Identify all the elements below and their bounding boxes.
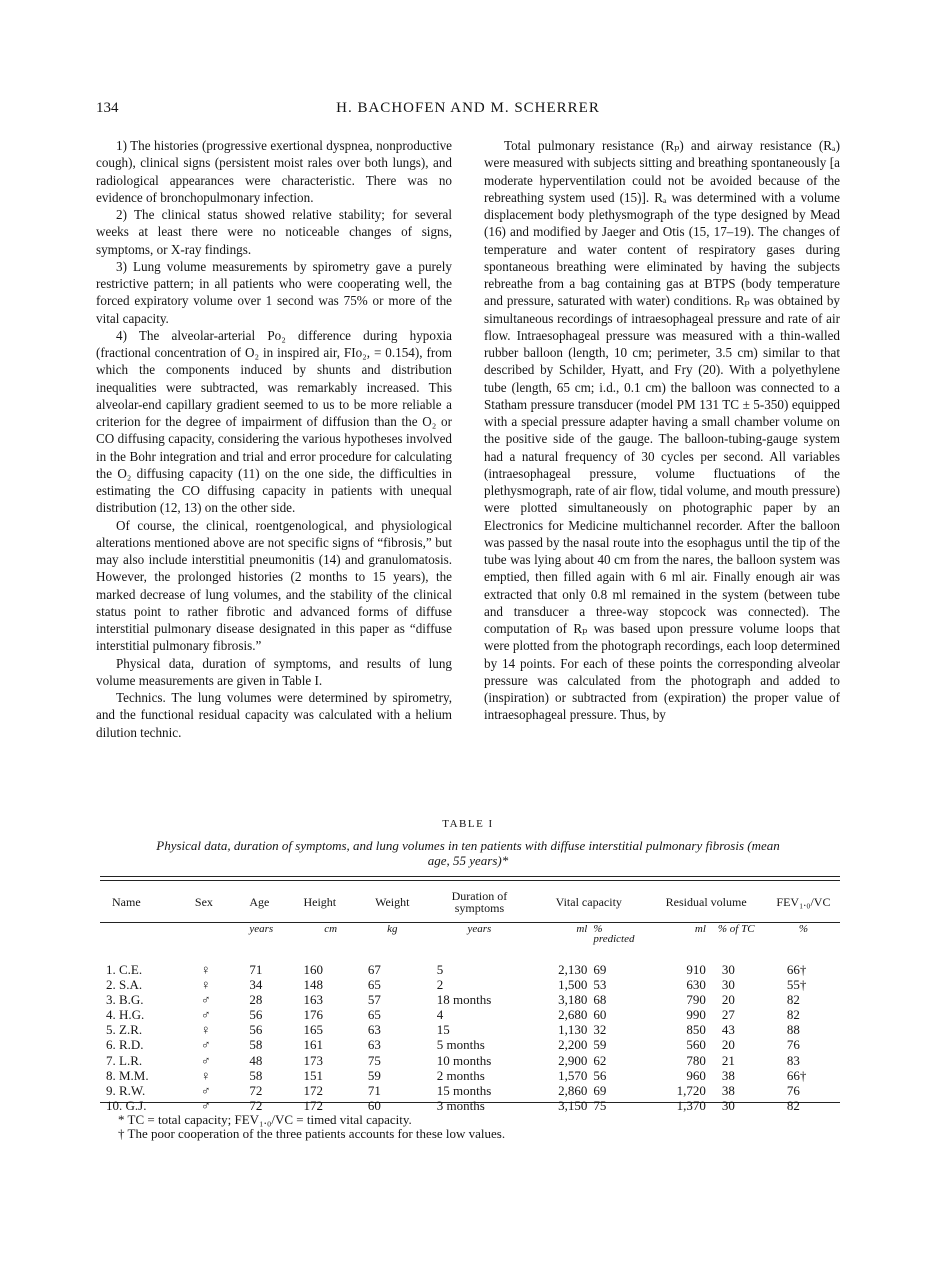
cell-rv: 630 [686,977,706,993]
cell-duration: 4 [436,1007,444,1023]
table-units-row [100,920,840,962]
cell-vc-pct: 53 [593,977,607,993]
cell-height: 148 [303,977,323,993]
cell-weight: 65 [367,977,381,993]
cell-vc-pct: 32 [593,1022,607,1038]
table-caption: Physical data, duration of symptoms, and lung volumes in ten patients with diffuse interstitial pulmonary fibrosis (mean age, 55 years)* [156,838,780,868]
table-row [100,1098,840,1113]
table-row [100,1083,840,1098]
cell-duration: 2 months [436,1067,485,1083]
cell-vc: 3,150 [558,1097,588,1113]
paragraph: 3) Lung volume measurements by spirometry gave a purely restrictive pattern; in all patients who were cooperating well, the forced expiratory volume over 1 second was 75% or more of the vital capacity. [96,258,452,326]
unit-vc-ml: ml [576,923,588,935]
cell-rv: 850 [686,1022,706,1038]
unit-weight: kg [387,923,398,935]
cell-rv: 790 [686,992,706,1008]
cell-fev: 76 [786,1082,800,1098]
col-header-duration: Duration of symptoms [451,889,508,915]
table-row [100,1007,840,1022]
table-row [100,992,840,1007]
left-column [96,137,452,741]
page-header [96,100,840,120]
cell-sex: ♀ [200,977,211,993]
cell-vc-pct: 69 [593,1082,607,1098]
cell-name: 9. R.W. [106,1082,146,1098]
cell-vc: 2,900 [558,1052,588,1068]
cell-fev: 83 [786,1052,800,1068]
cell-age: 72 [249,1097,263,1113]
cell-age: 34 [249,977,263,993]
cell-name: 8. M.M. [106,1067,149,1083]
unit-rv-ml: ml [694,923,706,935]
col-header-fev: FEV₁.₀/VC [776,895,831,909]
cell-fev: 55† [786,977,807,993]
cell-weight: 65 [367,1007,381,1023]
cell-vc-pct: 69 [593,962,607,977]
unit-duration: years [467,923,492,935]
table-rule-top-inner [100,880,840,881]
unit-height: cm [324,923,338,935]
cell-fev: 76 [786,1037,800,1053]
cell-vc: 1,570 [558,1067,588,1083]
unit-vc-pct: % predicted [593,923,635,945]
cell-duration: 3 months [436,1097,485,1113]
cell-weight: 71 [367,1082,381,1098]
cell-fev: 82 [786,1097,800,1113]
unit-rv-pct: % of TC [717,923,755,935]
col-header-age: Age [249,895,270,909]
cell-age: 58 [249,1067,263,1083]
cell-rv: 560 [686,1037,706,1053]
page-number: 134 [96,100,119,116]
col-header-weight: Weight [375,895,410,909]
cell-height: 151 [303,1067,323,1083]
cell-name: 1. C.E. [106,962,143,977]
cell-rv-pct: 38 [721,1067,735,1083]
cell-duration: 2 [436,977,444,993]
cell-rv-pct: 20 [721,992,735,1008]
table-row [100,962,840,977]
cell-vc: 1,500 [558,977,588,993]
cell-duration: 15 months [436,1082,492,1098]
cell-rv: 1,370 [676,1097,706,1113]
cell-rv: 780 [686,1052,706,1068]
cell-name: 6. R.D. [106,1037,144,1053]
unit-age: years [249,923,274,935]
cell-duration: 5 months [436,1037,485,1053]
cell-name: 4. H.G. [106,1007,145,1023]
cell-sex: ♂ [200,1007,211,1023]
cell-weight: 75 [367,1052,381,1068]
cell-sex: ♂ [200,1097,211,1113]
cell-fev: 82 [786,1007,800,1023]
cell-weight: 60 [367,1097,381,1113]
cell-height: 172 [303,1097,323,1113]
cell-height: 160 [303,962,323,977]
cell-height: 161 [303,1037,323,1053]
cell-vc: 2,680 [558,1007,588,1023]
paragraph: 4) The alveolar-arterial Po₂ difference during hypoxia (fractional concentration of O₂ in inspired air, FIo₂, = 0.154), from which the components induced by shunts and distribution inequalities were subtracted, was remarkably increased. This alveolar-end capillary gradient seemed to us to be more reliable a criterion for the degree of impairment of diffusion than the O₂ or CO diffusing capacity, considering the various hypotheses involved in the Bohr integration and trial and error procedure for calculating the O₂ diffusing capacity (11) on the one side, the difficulties in estimating the CO diffusing capacity in patients with unequal distribution (12, 13) on the other side. [96,327,452,516]
paragraph: 2) The clinical status showed relative stability; for several weeks at least there were no noticeable changes of signs, symptoms, or X-ray findings. [96,207,452,257]
paragraph: Technics. The lung volumes were determined by spirometry, and the functional residual capacity was calculated with a helium dilution technic. [96,690,452,740]
cell-name: 3. B.G. [106,992,144,1008]
cell-height: 176 [303,1007,323,1023]
table-rule-top [100,876,840,877]
cell-fev: 88 [786,1022,800,1038]
cell-height: 173 [303,1052,323,1068]
cell-age: 58 [249,1037,263,1053]
footnote: † The poor cooperation of the three patients accounts for these low values. [118,1126,506,1141]
cell-rv-pct: 21 [721,1052,735,1068]
cell-vc: 2,200 [558,1037,588,1053]
cell-vc-pct: 62 [593,1052,607,1068]
cell-vc-pct: 56 [593,1067,607,1083]
cell-sex: ♀ [200,1067,211,1083]
cell-sex: ♂ [200,992,211,1008]
cell-fev: 66† [786,1067,807,1083]
cell-rv-pct: 43 [721,1022,735,1038]
right-column [484,137,840,724]
table-row [100,1068,840,1083]
cell-rv: 990 [686,1007,706,1023]
cell-vc-pct: 60 [593,1007,607,1023]
cell-rv: 910 [686,962,706,977]
col-header-vital-capacity: Vital capacity [555,895,622,909]
cell-name: 7. L.R. [106,1052,143,1068]
paragraph: Physical data, duration of symptoms, and results of lung volume measurements are given in Table I. [96,655,452,688]
cell-age: 56 [249,1022,263,1038]
cell-rv-pct: 30 [721,977,735,993]
paragraph: Of course, the clinical, roentgenological, and physiological alterations mentioned above are not specific signs of “fibrosis,” but may also include interstitial pneumonitis (14) and granulomatosis. However, the prolonged histories (2 months to 15 years), the marked decrease of lung volumes, and the stability of the clinical status point to rather fibrotic and advanced forms of diffuse interstitial pulmonary disease designated in this paper as “diffuse interstitial pulmonary fibrosis.” [96,517,452,654]
running-head: H. BACHOFEN AND M. SCHERRER [336,100,600,116]
cell-vc: 1,130 [558,1022,588,1038]
cell-weight: 57 [367,992,381,1008]
cell-vc: 3,180 [558,992,588,1008]
table-row [100,1037,840,1052]
cell-duration: 10 months [436,1052,492,1068]
table-footnotes [118,1113,818,1141]
cell-rv: 1,720 [676,1082,706,1098]
col-header-residual-volume: Residual volume [665,895,747,909]
cell-rv: 960 [686,1067,706,1083]
cell-sex: ♂ [200,1082,211,1098]
cell-sex: ♂ [200,1037,211,1053]
cell-fev: 82 [786,992,800,1008]
cell-rv-pct: 27 [721,1007,735,1023]
cell-sex: ♀ [200,1022,211,1038]
table-row [100,1022,840,1037]
cell-weight: 63 [367,1037,381,1053]
cell-duration: 15 [436,1022,450,1038]
cell-name: 10. G.J. [106,1097,147,1113]
footnote: * TC = total capacity; FEV₁.₀/VC = timed vital capacity. [118,1112,412,1127]
cell-vc: 2,130 [558,962,588,977]
cell-vc: 2,860 [558,1082,588,1098]
cell-rv-pct: 30 [721,962,735,977]
cell-age: 71 [249,962,263,977]
cell-weight: 59 [367,1067,381,1083]
cell-rv-pct: 30 [721,1097,735,1113]
cell-sex: ♀ [200,962,211,977]
cell-height: 172 [303,1082,323,1098]
data-table [100,884,840,1113]
table-title: TABLE I [442,818,494,830]
cell-weight: 67 [367,962,381,977]
paragraph: Total pulmonary resistance (Rₚ) and airway resistance (Rₐ) were measured with subjects sitting and breathing spontaneously [a moderate hyperventilation could not be avoided because of the rebreathing system used (15)]. Rₐ was determined with a volume displacement body plethysmograph of the type designed by Mead (16) and modified by Jaeger and Otis (15, 17–19). The changes of temperature and water content of respiratory gases during spontaneous breathing were eliminated by having the subjects rebreathe from a bag containing gas at BTPS (body temperature and pressure, saturated with water) conditions. Rₚ was obtained by simultaneous recordings of intraesophageal pressure and rate of air flow. Intraesophageal pressure was measured with a thin-walled rubber balloon (length, 10 cm; perimeter, 3.5 cm) similar to that described by Schilder, Hyatt, and Fry (20). With a polyethylene tube (length, 65 cm; i.d., 0.1 cm) the balloon was connected to a Statham pressure transducer (model PM 131 TC ± 5-350) equipped with a special pressure adapter having a small chamber volume on the positive side of the gauge. The balloon-tubing-gauge system had a natural frequency of 30 cycles per second. All variables (intraesophageal pressure, volume fluctuations of the plethysmograph, rate of air flow, tidal volume, and mouth pressure) were plotted simultaneously on photographic paper by an Electronics for Medicine multichannel recorder. After the balloon was passed by the nasal route into the esophagus until the tip of the tube was lying about 40 cm from the nares, the balloon system was emptied, then filled again with 6 ml air. Finally enough air was extracted that only 0.8 ml remained in the system (between tube and transducer a three-way stopcock was connected). The computation of Rₚ was based upon pressure volume loops that were plotted from the photograph recordings, each loop determined by 14 points. For each of these points the corresponding alveolar pressure was calculated from the photograph and added to (inspiration) or subtracted from (expiration) the proper value of intraesophageal pressure. Thus, by [484,138,840,723]
table-row [100,977,840,992]
cell-vc-pct: 68 [593,992,607,1008]
col-header-sex: Sex [194,895,213,909]
cell-duration: 18 months [436,992,492,1008]
cell-age: 72 [249,1082,263,1098]
col-header-name: Name [112,895,141,909]
cell-duration: 5 [436,962,444,977]
cell-height: 163 [303,992,323,1008]
cell-name: 2. S.A. [106,977,143,993]
paragraph: 1) The histories (progressive exertional dyspnea, nonproductive cough), clinical signs (persistent moist rales over both lungs), and radiological appearances were characteristic. There was no evidence of bronchopulmonary infection. [96,138,452,205]
cell-age: 28 [249,992,263,1008]
table-header-row [100,884,840,920]
cell-rv-pct: 38 [721,1082,735,1098]
cell-sex: ♂ [200,1052,211,1068]
cell-fev: 66† [786,962,807,977]
cell-vc-pct: 75 [593,1097,607,1113]
col-header-height: Height [303,895,337,909]
cell-age: 48 [249,1052,263,1068]
cell-age: 56 [249,1007,263,1023]
cell-name: 5. Z.R. [106,1022,143,1038]
unit-fev: % [798,923,809,935]
cell-vc-pct: 59 [593,1037,607,1053]
cell-rv-pct: 20 [721,1037,735,1053]
cell-height: 165 [303,1022,323,1038]
table-row [100,1053,840,1068]
cell-weight: 63 [367,1022,381,1038]
